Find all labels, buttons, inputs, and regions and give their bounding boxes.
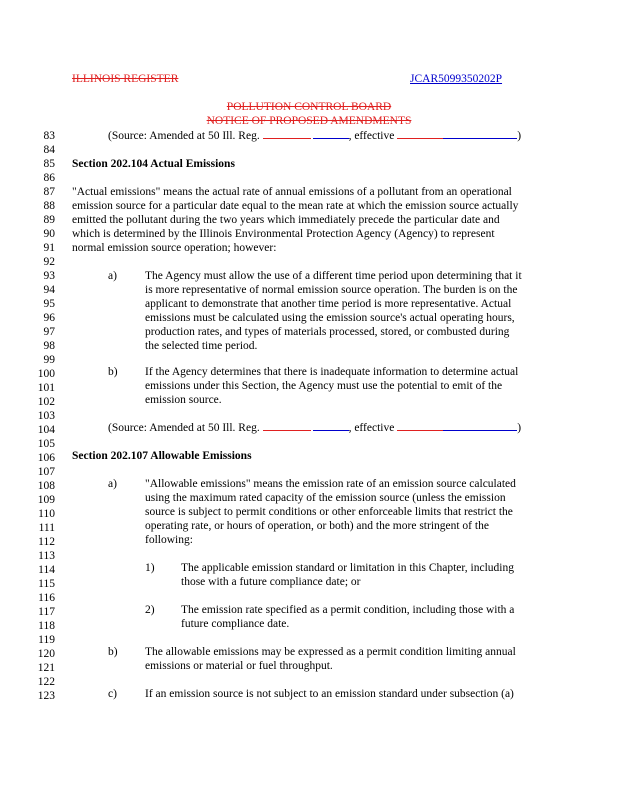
line-number: 110 [38, 508, 55, 520]
line-number: 122 [37, 676, 55, 688]
item-label: 1) [145, 562, 155, 574]
line-number: 121 [37, 662, 55, 674]
line-number: 103 [37, 410, 55, 422]
line-number: 119 [38, 634, 55, 646]
subsection-text: "Allowable emissions" means the emission rate of an emission source calculated using the maximum rated capacity of the emission source (unless the emission source is subject to permit conditions or other enforceable limits that restrict the operating rate, or hours of operation, or both) and the more stringent of the following: [145, 478, 516, 546]
line-number: 96 [43, 312, 55, 324]
subsection-label: c) [108, 688, 117, 700]
item-text: The applicable emission standard or limitation in this Chapter, including those with a future compliance date; or [181, 562, 514, 588]
source-note: (Source: Amended at 50 Ill. Reg. , effective ) [108, 130, 522, 142]
subsection-label: b) [108, 646, 118, 658]
subsection-text: The allowable emissions may be expressed as a permit condition limiting annual emissions or material or fuel throughput. [145, 646, 516, 672]
line-number: 113 [38, 550, 55, 562]
line-number: 94 [43, 284, 55, 296]
line-number: 108 [37, 480, 55, 492]
line-number: 86 [43, 172, 55, 184]
line-number: 107 [37, 466, 55, 478]
line-number: 115 [38, 578, 55, 590]
item-text: The emission rate specified as a permit condition, including those with a future compliance date. [181, 604, 515, 630]
line-number: 83 [43, 130, 55, 142]
line-number: 95 [43, 298, 55, 310]
line-number: 104 [37, 424, 55, 436]
line-number: 92 [43, 256, 55, 268]
line-number: 99 [43, 354, 55, 366]
line-number: 120 [37, 648, 55, 660]
subsection-label: b) [108, 366, 118, 378]
subsection-text: If an emission source is not subject to an emission standard under subsection (a) [145, 688, 514, 700]
register-title: ILLINOIS REGISTER [72, 73, 179, 85]
line-number: 84 [43, 144, 55, 156]
subsection-text: If the Agency determines that there is inadequate information to determine actual emissions under this Section, the Agency must use the potential to emit of the emission source. [145, 366, 519, 406]
line-number: 102 [37, 396, 55, 408]
line-number: 106 [37, 452, 55, 464]
line-number: 109 [37, 494, 55, 506]
line-number: 118 [38, 620, 55, 632]
line-number: 98 [43, 340, 55, 352]
line-number: 123 [37, 690, 55, 702]
line-number: 114 [38, 564, 55, 576]
board-title: POLLUTION CONTROL BOARD [226, 101, 392, 113]
document-code: JCAR5099350202P [410, 73, 503, 85]
line-number: 105 [37, 438, 55, 450]
line-number: 112 [38, 536, 55, 548]
section-heading: Section 202.104 Actual Emissions [72, 158, 235, 170]
subsection-text: The Agency must allow the use of a different time period upon determining that it is more representative of normal emission source operation. The burden is on the applicant to demonstrate that another time period is more representative. Actual emissions must be calculated using the emission source's actual operating hours, production rates, and types of materials processed, stored, or combusted during the selected time period. [145, 270, 522, 352]
line-number: 111 [38, 522, 55, 534]
line-number: 101 [37, 382, 55, 394]
subsection-label: a) [108, 270, 117, 282]
line-number: 116 [38, 592, 55, 604]
section-heading: Section 202.107 Allowable Emissions [72, 450, 252, 462]
line-number: 88 [43, 200, 55, 212]
actual-emissions-definition: "Actual emissions" means the actual rate of annual emissions of a pollutant from an operational emission source for a particular date equal to the mean rate at which the emission source actually emitted the pollutant during the two years which immediately precede the particular date and which is determined by the Illinois Environmental Protection Agency (Agency) to represent normal emission source operation; however: [72, 186, 519, 254]
line-number: 90 [43, 228, 55, 240]
line-number: 93 [43, 270, 55, 282]
source-note: (Source: Amended at 50 Ill. Reg. , effective ) [108, 422, 522, 434]
item-label: 2) [145, 604, 155, 616]
line-number: 91 [43, 242, 55, 254]
line-number: 97 [43, 326, 55, 338]
notice-title: NOTICE OF PROPOSED AMENDMENTS [206, 115, 412, 127]
line-number: 87 [43, 186, 55, 198]
subsection-label: a) [108, 478, 117, 490]
line-number: 89 [43, 214, 55, 226]
line-number: 100 [37, 368, 55, 380]
line-number: 85 [43, 158, 55, 170]
line-number: 117 [38, 606, 55, 618]
